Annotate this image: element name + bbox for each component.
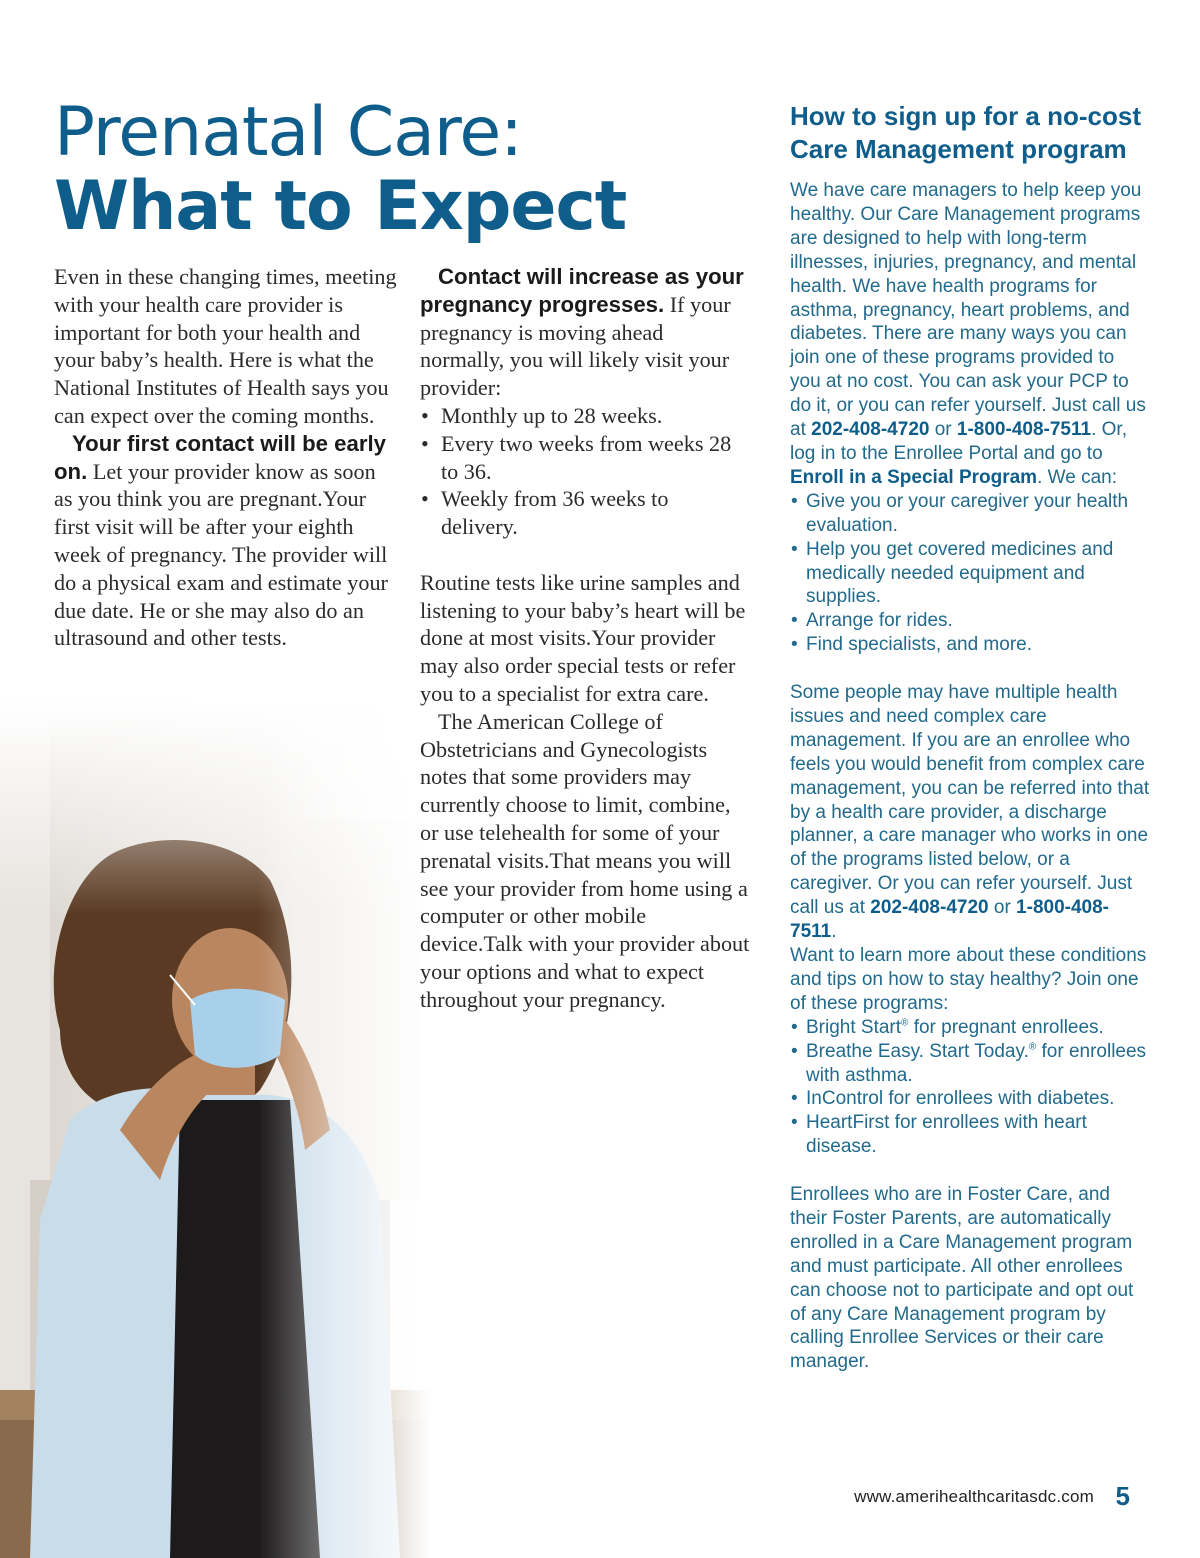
list-item (790, 1040, 1150, 1088)
sidebar-text: . Or, log in to the Enrollee Portal and go to (790, 419, 1127, 464)
list-item: • Weekly from 36 weeks to delivery. (420, 485, 750, 541)
phone-toll-free-link[interactable]: 1-800-408-7511 (790, 897, 1109, 943)
list-item: • Help you get covered medicines and medically needed equipment and supplies. (790, 538, 1150, 610)
program-desc: for pregnant enrollees. (908, 1016, 1104, 1038)
sidebar-text: We have care managers to help keep you healthy. Our Care Management programs are designed to help with long-term illnesses, injuries, pregnancy, and mental health. We have health programs for asthma, pregnancy, heart problems, and diabetes. There are many ways you can join one of these programs provided to you at no cost. You can ask your PCP to do it, or you can refer yourself. Just call us at (790, 180, 1146, 441)
phone-toll-free-link[interactable]: 1-800-408-7511 (956, 419, 1092, 441)
programs-intro-paragraph: Want to learn more about these conditions and tips on how to stay healthy? Join one of these programs: (790, 944, 1147, 1014)
programs-list (790, 1016, 1150, 1159)
phone-local-link[interactable]: 202-408-4720 (811, 419, 930, 441)
routine-tests-paragraph: Routine tests like urine samples and listening to your baby’s heart will be done at most visits.Your provider may also order special tests or refer you to a specialist for extra care. (420, 569, 746, 706)
page-title (54, 93, 627, 246)
photo-illustration (0, 700, 430, 1558)
phone-local-link[interactable]: 202-408-4720 (870, 897, 989, 919)
sidebar-text: or (988, 897, 1017, 919)
list-item: • Monthly up to 28 weeks. (420, 402, 750, 430)
list-item: • Find specialists, and more. (790, 633, 1150, 657)
complex-care-paragraph (790, 681, 1150, 944)
foster-care-paragraph: Enrollees who are in Foster Care, and their Foster Parents, are automatically enrolled in a Care Management program and must participate. All other enrollees can choose not to participate and opt out of any Care Management program by calling Enrollee Services or their care manager. (790, 1184, 1134, 1373)
acog-paragraph: The American College of Obstetricians and Gynecologists notes that some providers may currently choose to limit, combine, or use telehealth for some of your prenatal visits.That means you will see your provider from home using a computer or other mobile device.Talk with your provider about your options and what to expect throughout your pregnancy. (420, 708, 750, 1012)
list-item: • Arrange for rides. (790, 609, 1150, 633)
list-item: • Give you or your caregiver your health evaluation. (790, 490, 1150, 538)
article-column-2 (420, 263, 750, 1014)
program-name: Bright Start (806, 1016, 902, 1038)
list-item: • InControl for enrollees with diabetes. (790, 1087, 1150, 1111)
increase-body: If your pregnancy is moving ahead normally, you will likely visit your provider: (420, 291, 731, 401)
first-contact-paragraph (54, 430, 399, 652)
increase-lead: Contact will increase as your pregnancy progresses. (420, 264, 744, 317)
sidebar-text: Some people may have multiple health issues and need complex care management. If you are an enrollee who feels you would benefit from complex care management, you can be referred into that by a health care provider, a discharge planner, a care manager who works in one of the programs listed below, or a caregiver. Or you can refer yourself. Just call us at (790, 682, 1150, 919)
program-desc: for enrollees with asthma. (806, 1040, 1147, 1086)
sidebar-intro-paragraph (790, 179, 1150, 490)
title-line-1: Prenatal Care: (54, 93, 523, 172)
sidebar-text: or (929, 419, 957, 441)
list-item (790, 1016, 1150, 1040)
title-line-2: What to Expect (54, 167, 627, 246)
visit-schedule-list (420, 402, 750, 541)
registered-mark: ® (1028, 1041, 1037, 1053)
services-list (790, 490, 1150, 657)
woman-with-mask-photo (0, 700, 430, 1558)
enroll-special-program-link[interactable]: Enroll in a Special Program (790, 466, 1038, 488)
sidebar-heading: How to sign up for a no-cost Care Management program (790, 101, 1141, 164)
intro-paragraph: Even in these changing times, meeting with your health care provider is important for both your health and your baby’s health. Here is what the National Institutes of Health says you can expect over the coming months. (54, 264, 397, 428)
sidebar-text: . (831, 921, 837, 943)
footer-website-link[interactable]: www.amerihealthcaritasdc.com (854, 1487, 1094, 1506)
registered-mark: ® (901, 1017, 909, 1029)
care-management-sidebar (790, 100, 1150, 1374)
program-name: Breathe Easy. Start Today. (806, 1040, 1029, 1062)
page-number: 5 (1115, 1481, 1130, 1511)
first-contact-body: Let your provider know as soon as you think you are pregnant.Your first visit will be after your eighth week of pregnancy. The provider will do a physical exam and estimate your due date. He or she may also do an ultrasound and other tests. (54, 458, 388, 651)
list-item: • HeartFirst for enrollees with heart disease. (790, 1111, 1150, 1159)
list-item: • Every two weeks from weeks 28 to 36. (420, 430, 750, 486)
sidebar-text: . We can: (1037, 466, 1117, 488)
first-contact-lead: Your first contact will be early on. (54, 430, 386, 484)
article-column-1 (54, 263, 399, 652)
increase-paragraph (420, 263, 750, 402)
